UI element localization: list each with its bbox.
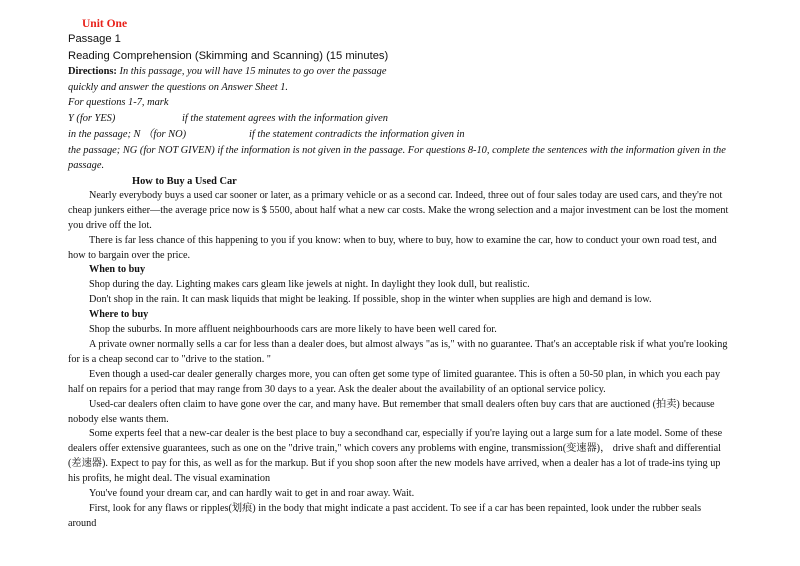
article-title: How to Buy a Used Car: [132, 175, 237, 187]
directions-line-2: quickly and answer the questions on Answer Sheet 1.: [68, 81, 289, 93]
passage-label: Passage 1: [68, 33, 121, 45]
directions-line-5: in the passage; N （for NO) if the statement contradicts the information given in: [68, 128, 465, 140]
directions-line-7: passage.: [68, 160, 105, 172]
section-title: Reading Comprehension (Skimming and Scanning) (15 minutes): [68, 49, 389, 62]
paragraph: Some experts feel that a new-car dealer is the best place to buy a secondhand car, especially if you're laying out a large sum for a late model. Some of these dealers offer extensive guarantees, such as one on the "drive train," which covers any problems with engine, transmission(变速器)， drive shaft and differential (差速器). Expect to pay for this, as well as for the markup. But if you shop soon after the new models have arrived, when a dealer has a lot of trade-ins tying up his profits, he might deal. The visual examination: [68, 428, 723, 485]
paragraph: There is far less chance of this happening to you if you know: when to buy, where to buy, how to examine the car, how to conduct your own road test, and how to bargain over the price.: [68, 234, 717, 261]
subheading-when-to-buy: When to buy: [89, 264, 146, 276]
paragraph: A private owner normally sells a car for less than a dealer does, but almost always "as is," with no guarantee. That's an acceptable risk if what you're looking for is a cheap second car to "drive to the station. ": [68, 338, 728, 365]
subheading-where-to-buy: Where to buy: [89, 309, 149, 321]
directions-line-6: the passage; NG (for NOT GIVEN) if the information is not given in the passage. For questions 8-10, complete the sentences with the information given in the: [68, 144, 726, 156]
directions-line-4: Y (for YES) if the statement agrees with the information given: [68, 113, 388, 125]
directions-block: [68, 64, 730, 174]
paragraph: Don't shop in the rain. It can mask liquids that might be leaking. If possible, shop in the winter when supplies are high and demand is low.: [89, 294, 652, 306]
paragraph: Shop during the day. Lighting makes cars gleam like jewels at night. In daylight they look dull, but realistic.: [89, 279, 530, 291]
directions-label: Directions:: [68, 66, 117, 77]
paragraph: First, look for any flaws or ripples(划痕) in the body that might indicate a past accident. To see if a car has been repainted, look under the rubber seals around: [68, 502, 702, 529]
paragraph: Shop the suburbs. In more affluent neighbourhoods cars are more likely to have been well cared for.: [89, 324, 497, 336]
paragraph: You've found your dream car, and can hardly wait to get in and roar away. Wait.: [89, 488, 415, 500]
directions-line-1: Directions: In this passage, you will have 15 minutes to go over the passage: [68, 66, 387, 77]
directions-line-3: For questions 1-7, mark: [68, 97, 169, 109]
paragraph: Used-car dealers often claim to have gone over the car, and many have. But remember that small dealers often buy cars that are auctioned (拍卖) because nobody else wants them.: [68, 398, 715, 425]
paragraph: Nearly everybody buys a used car sooner or later, as a primary vehicle or as a second car. Indeed, three out of four sales today are used cars, and they're not cheap junkers either—the average price now is $ 5500, about half what a new car costs. Make the wrong selection and a major investment can be lost the moment you drive off the lot.: [68, 189, 729, 231]
unit-title: Unit One: [82, 18, 128, 30]
paragraph: Even though a used-car dealer generally charges more, you can often get some type of limited guarantee. This is often a 50-50 plan, in which you each pay half on repairs for a period that may range from 30 days to a year. Ask the dealer about the availability of an optional service policy.: [68, 368, 721, 395]
